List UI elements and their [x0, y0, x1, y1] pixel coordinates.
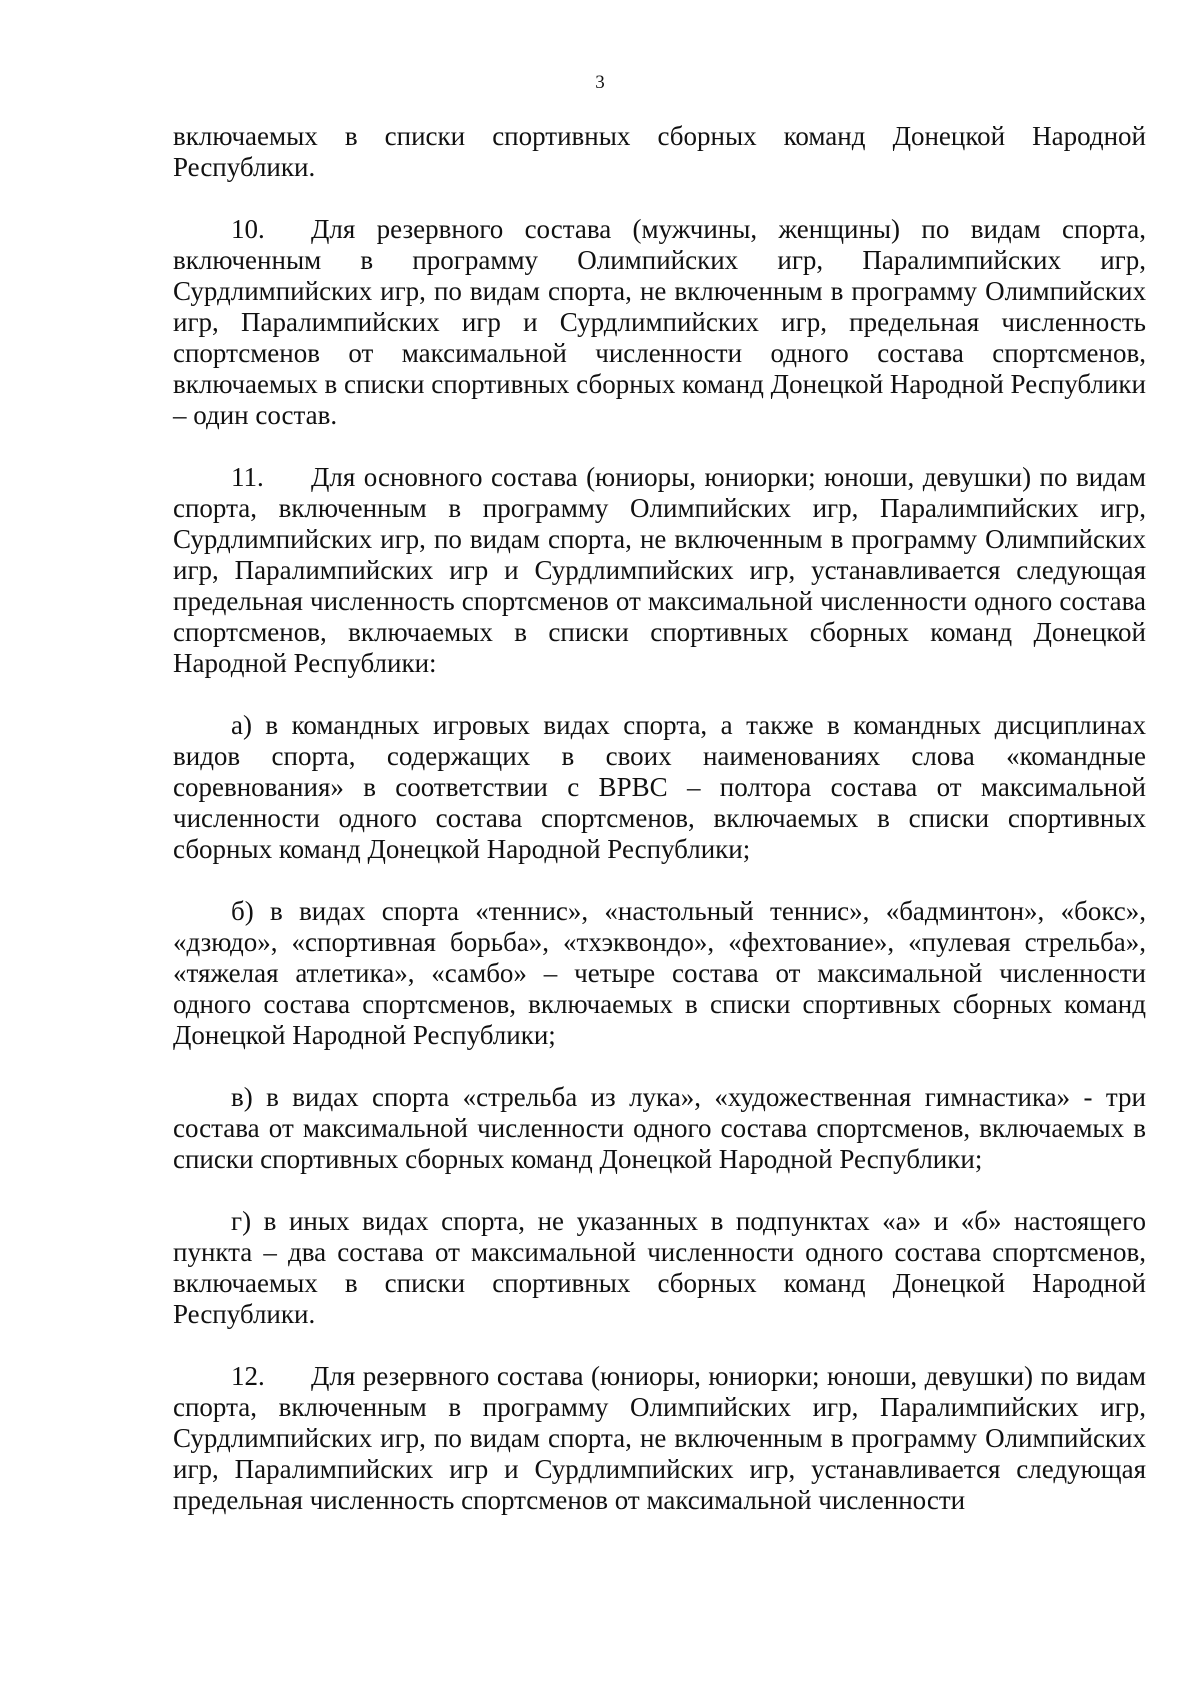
paragraph-number: 12. [231, 1361, 265, 1391]
subparagraph-b: б) в видах спорта «теннис», «настольный теннис», «бадминтон», «бокс», «дзюдо», «спортивная борьба», «тхэквондо», «фехтование», «пулевая стрельба», «тяжелая атлетика», «самбо» – четыре состава от максимальной численности одного состава спортсменов, включаемых в списки спортивных сборных команд Донецкой Народной Республики; [173, 896, 1146, 1050]
subparagraph-g: г) в иных видах спорта, не указанных в подпунктах «а» и «б» настоящего пункта – два состава от максимальной численности одного состава спортсменов, включаемых в списки спортивных сборных команд Донецкой Народной Республики. [173, 1206, 1146, 1329]
paragraph-10 [173, 214, 1146, 431]
subparagraph-a: а) в командных игровых видах спорта, а также в командных дисциплинах видов спорта, содержащих в своих наименованиях слова «командные соревнования» в соответствии с ВРВС – полтора состава от максимальной численности одного состава спортсменов, включаемых в списки спортивных сборных команд Донецкой Народной Республики; [173, 710, 1146, 864]
subparagraph-v: в) в видах спорта «стрельба из лука», «художественная гимнастика» - три состава от максимальной численности одного состава спортсменов, включаемых в списки спортивных сборных команд Донецкой Народной Республики; [173, 1082, 1146, 1174]
paragraph-11 [173, 462, 1146, 679]
paragraph-continuation: включаемых в списки спортивных сборных команд Донецкой Народной Республики. [173, 121, 1146, 182]
paragraph-12 [173, 1361, 1146, 1516]
paragraph-text: Для резервного состава (юниоры, юниорки; юноши, девушки) по видам спорта, включенным в программу Олимпийских игр, Паралимпийских игр, Сурдлимпийских игр, по видам спорта, не включенным в программу Олимпийских игр, Паралимпийских игр и Сурдлимпийских игр, устанавливается следующая предельная численность спортсменов от максимальной численности [173, 1361, 1146, 1515]
paragraph-number: 11. [231, 462, 264, 492]
document-body [173, 121, 1146, 1516]
paragraph-text: Для основного состава (юниоры, юниорки; юноши, девушки) по видам спорта, включенным в программу Олимпийских игр, Паралимпийских игр, Сурдлимпийских игр, по видам спорта, не включенным в программу Олимпийских игр, Паралимпийских игр и Сурдлимпийских игр, устанавливается следующая предельная численность спортсменов от максимальной численности одного состава спортсменов, включаемых в списки спортивных сборных команд Донецкой Народной Республики: [173, 462, 1146, 678]
paragraph-number: 10. [231, 214, 265, 244]
page-number: 3 [595, 72, 605, 93]
paragraph-text: Для резервного состава (мужчины, женщины) по видам спорта, включенным в программу Олимпийских игр, Паралимпийских игр, Сурдлимпийских игр, по видам спорта, не включенным в программу Олимпийских игр, Паралимпийских игр и Сурдлимпийских игр, предельная численность спортсменов от максимальной численности одного состава спортсменов, включаемых в списки спортивных сборных команд Донецкой Народной Республики – один состав. [173, 214, 1146, 430]
